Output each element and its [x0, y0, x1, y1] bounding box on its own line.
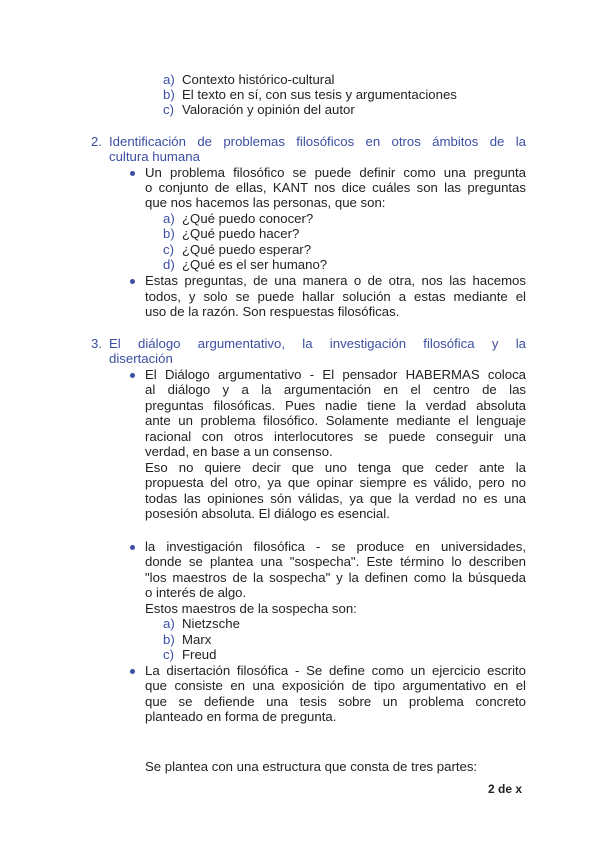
- paragraph-line: donde se plantea una "sospecha". Este término lo describen: [145, 554, 526, 569]
- paragraph-line: El Diálogo argumentativo - El pensador HABERMAS coloca: [145, 367, 526, 382]
- list-item: Nietzsche: [182, 616, 240, 631]
- paragraph-line: posesión absoluta. El diálogo es esencial.: [145, 506, 390, 521]
- list-marker: c): [163, 242, 174, 257]
- bullet-icon: [130, 373, 135, 378]
- list-marker: b): [163, 226, 175, 241]
- list-item: Contexto histórico-cultural: [182, 72, 335, 87]
- section-heading: cultura humana: [109, 149, 200, 164]
- paragraph-line: "los maestros de la sospecha" y la definen como la búsqueda: [145, 570, 526, 585]
- section-heading: El diálogo argumentativo, la investigación filosófica y la: [109, 336, 526, 351]
- list-item: ¿Qué puedo esperar?: [182, 242, 312, 257]
- section-number: 3.: [91, 336, 102, 351]
- paragraph-line: Eso no quiere decir que uno tenga que ceder ante la: [145, 460, 526, 475]
- page-number: 2 de x: [488, 782, 523, 796]
- list-item: ¿Qué puedo conocer?: [182, 211, 314, 226]
- paragraph-line: uso de la razón. Son respuestas filosóficas.: [145, 304, 400, 319]
- list-marker: d): [163, 257, 175, 272]
- list-item: ¿Qué es el ser humano?: [182, 257, 328, 272]
- list-marker: c): [163, 647, 174, 662]
- paragraph-line: que se defiende una tesis sobre un problema concreto: [145, 694, 526, 709]
- paragraph-line: que consiste en una exposición de tipo argumentativo en el: [145, 678, 526, 693]
- paragraph-line: que nos hacemos las personas, que son:: [145, 195, 386, 210]
- paragraph-line: Un problema filosófico se puede definir como una pregunta: [145, 165, 526, 180]
- list-item: ¿Qué puedo hacer?: [182, 226, 300, 241]
- section-heading: disertación: [109, 351, 173, 366]
- paragraph-line: ante un problema filosófico. Solamente mediante el lenguaje: [145, 413, 526, 428]
- section-number: 2.: [91, 134, 102, 149]
- list-item: Marx: [182, 632, 212, 647]
- list-marker: b): [163, 632, 175, 647]
- bullet-icon: [130, 279, 135, 284]
- list-item: Valoración y opinión del autor: [182, 102, 355, 117]
- section-heading: Identificación de problemas filosóficos en otros ámbitos de la: [109, 134, 526, 149]
- list-marker: c): [163, 102, 174, 117]
- closing-paragraph: Se plantea con una estructura que consta de tres partes:: [145, 759, 478, 774]
- paragraph-line: planteado en forma de pregunta.: [145, 709, 337, 724]
- bullet-icon: [130, 545, 135, 550]
- paragraph-line: verdad, en base a un consenso.: [145, 444, 333, 459]
- bullet-icon: [130, 669, 135, 674]
- paragraph-line: Estos maestros de la sospecha son:: [145, 601, 357, 616]
- bullet-icon: [130, 171, 135, 176]
- paragraph-line: La disertación filosófica - Se define como un ejercicio escrito: [145, 663, 526, 678]
- paragraph-line: preguntas filosóficas. Pues nadie tiene la verdad absoluta: [145, 398, 526, 413]
- list-marker: a): [163, 211, 175, 226]
- list-marker: a): [163, 616, 175, 631]
- paragraph-line: o conjunto de ellas, KANT nos dice cuáles son las preguntas: [145, 180, 526, 195]
- list-marker: a): [163, 72, 175, 87]
- paragraph-line: propuesta del otro, ya que opinar siempre es válido, pero no: [145, 475, 526, 490]
- paragraph-line: Estas preguntas, de una manera o de otra, nos las hacemos: [145, 273, 526, 288]
- list-item: El texto en sí, con sus tesis y argumentaciones: [182, 87, 457, 102]
- paragraph-line: todas las opiniones són válidas, ya que la verdad no es una: [145, 491, 526, 506]
- paragraph-line: racional con otros interlocutores se puede conseguir una: [145, 429, 526, 444]
- list-marker: b): [163, 87, 175, 102]
- paragraph-line: la investigación filosófica - se produce en universidades,: [145, 539, 526, 554]
- list-item: Freud: [182, 647, 217, 662]
- paragraph-line: al diálogo y a la argumentación en el centro de las: [145, 382, 526, 397]
- paragraph-line: o interés de algo.: [145, 585, 247, 600]
- paragraph-line: todos, y solo se puede hallar solución a estas mediante el: [145, 289, 526, 304]
